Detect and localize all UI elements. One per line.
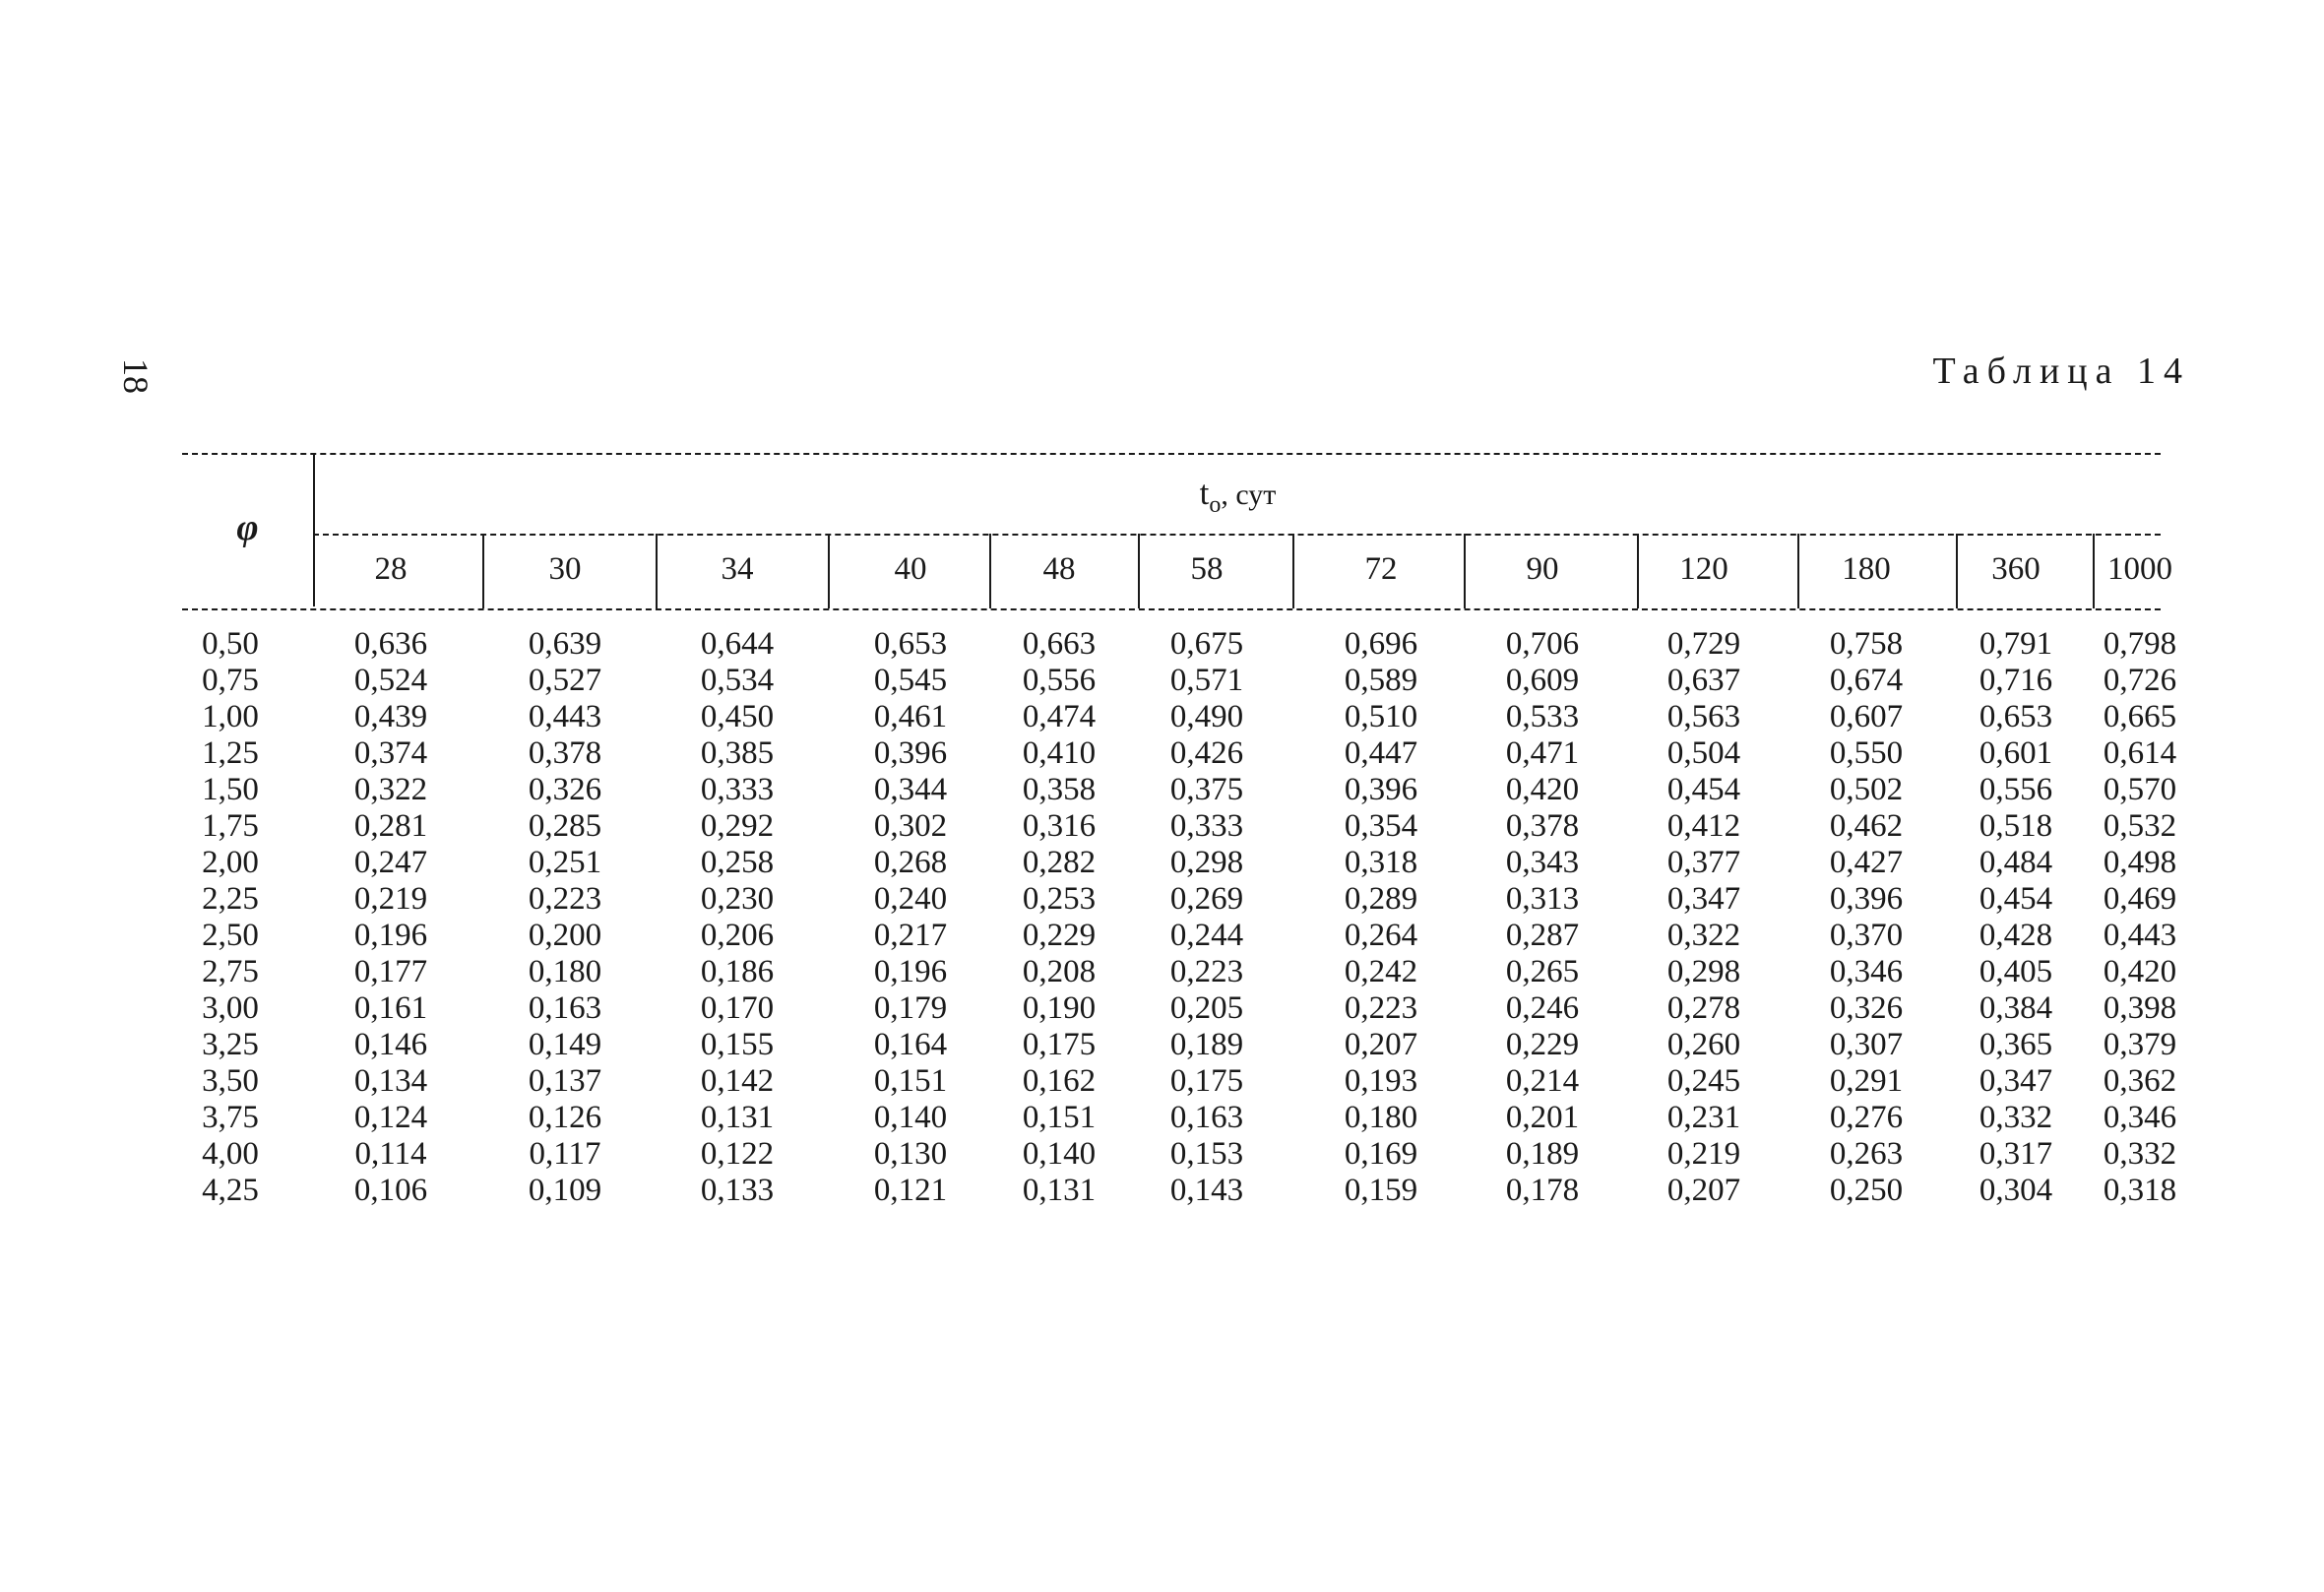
table-cell: 0,439 [353, 699, 428, 734]
table-cell: 0,170 [700, 990, 775, 1026]
table-cell: 0,405 [1979, 954, 2053, 989]
table-cell: 0,318 [1344, 845, 1418, 880]
table-cell: 0,410 [1022, 735, 1097, 771]
table-cell: 0,149 [528, 1027, 602, 1062]
table-cell: 0,178 [1505, 1173, 1580, 1208]
column-divider [482, 534, 484, 608]
table-cell: 0,130 [873, 1136, 948, 1172]
table-cell: 0,358 [1022, 772, 1097, 807]
table-cell: 0,179 [873, 990, 948, 1026]
table-cell: 0,246 [1505, 990, 1580, 1026]
table-cell: 0,205 [1169, 990, 1244, 1026]
table-cell: 0,332 [1979, 1100, 2053, 1135]
row-phi-value: 2,75 [202, 954, 259, 989]
table-cell: 0,798 [2103, 626, 2177, 662]
table-cell: 0,454 [1666, 772, 1741, 807]
table-cell: 0,322 [353, 772, 428, 807]
row-phi-value: 1,75 [202, 808, 259, 844]
table-cell: 0,131 [1022, 1173, 1097, 1208]
table-cell: 0,189 [1505, 1136, 1580, 1172]
table-cell: 0,189 [1169, 1027, 1244, 1062]
table-cell: 0,706 [1505, 626, 1580, 662]
table-cell: 0,289 [1344, 881, 1418, 917]
table-cell: 0,258 [700, 845, 775, 880]
table-cell: 0,190 [1022, 990, 1097, 1026]
table-cell: 0,365 [1979, 1027, 2053, 1062]
column-header: 1000 [2107, 551, 2172, 587]
group-header-unit: , сут [1221, 478, 1277, 511]
table-cell: 0,250 [1829, 1173, 1904, 1208]
table-caption: Таблица 14 [1932, 350, 2190, 392]
table-cell: 0,180 [1344, 1100, 1418, 1135]
table-cell: 0,114 [354, 1136, 427, 1172]
table-cell: 0,556 [1022, 663, 1097, 698]
table-cell: 0,665 [2103, 699, 2177, 734]
table-cell: 0,396 [1829, 881, 1904, 917]
table-cell: 0,653 [1979, 699, 2053, 734]
table-cell: 0,163 [528, 990, 602, 1026]
column-header: 40 [894, 551, 927, 587]
page-number: 18 [116, 358, 156, 394]
table-cell: 0,298 [1169, 845, 1244, 880]
table-cell: 0,175 [1169, 1063, 1244, 1099]
table-cell: 0,163 [1169, 1100, 1244, 1135]
table-cell: 0,223 [1169, 954, 1244, 989]
column-header: 120 [1679, 551, 1728, 587]
table-cell: 0,230 [700, 881, 775, 917]
table-cell: 0,200 [528, 918, 602, 953]
table-cell: 0,347 [1979, 1063, 2053, 1099]
table-cell: 0,398 [2103, 990, 2177, 1026]
column-header: 180 [1842, 551, 1891, 587]
table-cell: 0,571 [1169, 663, 1244, 698]
table-cell: 0,268 [873, 845, 948, 880]
table-cell: 0,126 [528, 1100, 602, 1135]
table-cell: 0,207 [1344, 1027, 1418, 1062]
row-phi-value: 3,25 [202, 1027, 259, 1062]
table-cell: 0,644 [700, 626, 775, 662]
table-cell: 0,639 [528, 626, 602, 662]
table-cell: 0,504 [1666, 735, 1741, 771]
table-cell: 0,263 [1829, 1136, 1904, 1172]
table-cell: 0,193 [1344, 1063, 1418, 1099]
table-cell: 0,461 [873, 699, 948, 734]
table-cell: 0,285 [528, 808, 602, 844]
table-cell: 0,276 [1829, 1100, 1904, 1135]
table-cell: 0,354 [1344, 808, 1418, 844]
table-cell: 0,378 [528, 735, 602, 771]
table-cell: 0,462 [1829, 808, 1904, 844]
row-phi-value: 1,00 [202, 699, 259, 734]
table-cell: 0,532 [2103, 808, 2177, 844]
table-cell: 0,151 [873, 1063, 948, 1099]
table-cell: 0,443 [2103, 918, 2177, 953]
table-cell: 0,140 [1022, 1136, 1097, 1172]
table-cell: 0,502 [1829, 772, 1904, 807]
table-cell: 0,304 [1979, 1173, 2053, 1208]
table-cell: 0,471 [1505, 735, 1580, 771]
table-cell: 0,143 [1169, 1173, 1244, 1208]
table-cell: 0,281 [353, 808, 428, 844]
column-header: 90 [1526, 551, 1559, 587]
table-cell: 0,282 [1022, 845, 1097, 880]
table-cell: 0,343 [1505, 845, 1580, 880]
table-cell: 0,636 [353, 626, 428, 662]
table-cell: 0,264 [1344, 918, 1418, 953]
table-cell: 0,729 [1666, 626, 1741, 662]
table-cell: 0,374 [353, 735, 428, 771]
table-cell: 0,196 [353, 918, 428, 953]
table-cell: 0,696 [1344, 626, 1418, 662]
table-cell: 0,217 [873, 918, 948, 953]
column-header: 28 [374, 551, 408, 587]
table-cell: 0,362 [2103, 1063, 2177, 1099]
table-cell: 0,122 [700, 1136, 775, 1172]
row-phi-value: 1,50 [202, 772, 259, 807]
table-cell: 0,726 [2103, 663, 2177, 698]
row-phi-value: 3,75 [202, 1100, 259, 1135]
table-cell: 0,545 [873, 663, 948, 698]
table-cell: 0,177 [353, 954, 428, 989]
table-cell: 0,370 [1829, 918, 1904, 953]
table-cell: 0,375 [1169, 772, 1244, 807]
table-cell: 0,240 [873, 881, 948, 917]
table-cell: 0,426 [1169, 735, 1244, 771]
table-cell: 0,251 [528, 845, 602, 880]
table-cell: 0,326 [528, 772, 602, 807]
table-cell: 0,428 [1979, 918, 2053, 953]
table-cell: 0,134 [353, 1063, 428, 1099]
column-header: 30 [548, 551, 582, 587]
table-cell: 0,229 [1022, 918, 1097, 953]
group-header-subscript: o [1209, 492, 1222, 518]
table-cell: 0,162 [1022, 1063, 1097, 1099]
row-phi-value: 3,00 [202, 990, 259, 1026]
table-cell: 0,385 [700, 735, 775, 771]
table-cell: 0,133 [700, 1173, 775, 1208]
table-cell: 0,614 [2103, 735, 2177, 771]
table-cell: 0,791 [1979, 626, 2053, 662]
table-cell: 0,490 [1169, 699, 1244, 734]
table-cell: 0,117 [529, 1136, 601, 1172]
row-phi-value: 4,00 [202, 1136, 259, 1172]
column-header: 34 [721, 551, 754, 587]
table-cell: 0,121 [873, 1173, 948, 1208]
table-cell: 0,534 [700, 663, 775, 698]
table-cell: 0,260 [1666, 1027, 1741, 1062]
table-cell: 0,231 [1666, 1100, 1741, 1135]
column-header: 360 [1991, 551, 2041, 587]
table-cell: 0,550 [1829, 735, 1904, 771]
table-cell: 0,201 [1505, 1100, 1580, 1135]
row-phi-value: 2,50 [202, 918, 259, 953]
row-phi-value: 1,25 [202, 735, 259, 771]
table-cell: 0,384 [1979, 990, 2053, 1026]
table-cell: 0,292 [700, 808, 775, 844]
table-cell: 0,142 [700, 1063, 775, 1099]
table-cell: 0,223 [528, 881, 602, 917]
group-header-symbol: t [1199, 474, 1210, 512]
table-cell: 0,716 [1979, 663, 2053, 698]
table-cell: 0,346 [2103, 1100, 2177, 1135]
table-cell: 0,291 [1829, 1063, 1904, 1099]
table-cell: 0,379 [2103, 1027, 2177, 1062]
row-phi-value: 3,50 [202, 1063, 259, 1099]
table-cell: 0,106 [353, 1173, 428, 1208]
table-cell: 0,377 [1666, 845, 1741, 880]
table-cell: 0,140 [873, 1100, 948, 1135]
table-cell: 0,454 [1979, 881, 2053, 917]
table-cell: 0,347 [1666, 881, 1741, 917]
table-cell: 0,675 [1169, 626, 1244, 662]
row-phi-value: 2,00 [202, 845, 259, 880]
table-cell: 0,378 [1505, 808, 1580, 844]
table-cell: 0,159 [1344, 1173, 1418, 1208]
table-cell: 0,298 [1666, 954, 1741, 989]
table-cell: 0,609 [1505, 663, 1580, 698]
table-cell: 0,245 [1666, 1063, 1741, 1099]
table-cell: 0,326 [1829, 990, 1904, 1026]
table-cell: 0,396 [1344, 772, 1418, 807]
table-cell: 0,570 [2103, 772, 2177, 807]
table-cell: 0,169 [1344, 1136, 1418, 1172]
table-cell: 0,607 [1829, 699, 1904, 734]
table-cell: 0,137 [528, 1063, 602, 1099]
table-cell: 0,186 [700, 954, 775, 989]
column-header: 48 [1042, 551, 1076, 587]
table-cell: 0,332 [2103, 1136, 2177, 1172]
table-cell: 0,253 [1022, 881, 1097, 917]
row-phi-value: 2,25 [202, 881, 259, 917]
row-phi-value: 4,25 [202, 1173, 259, 1208]
table-cell: 0,427 [1829, 845, 1904, 880]
table-cell: 0,346 [1829, 954, 1904, 989]
table-cell: 0,474 [1022, 699, 1097, 734]
table-cell: 0,219 [1666, 1136, 1741, 1172]
table-cell: 0,269 [1169, 881, 1244, 917]
table-cell: 0,447 [1344, 735, 1418, 771]
column-header: 58 [1190, 551, 1224, 587]
table-cell: 0,412 [1666, 808, 1741, 844]
table-cell: 0,469 [2103, 881, 2177, 917]
table-cell: 0,196 [873, 954, 948, 989]
table-cell: 0,146 [353, 1027, 428, 1062]
header-bottom-rule [182, 608, 2161, 610]
table-cell: 0,307 [1829, 1027, 1904, 1062]
table-cell: 0,287 [1505, 918, 1580, 953]
data-table [182, 453, 2177, 1211]
table-cell: 0,589 [1344, 663, 1418, 698]
table-cell: 0,175 [1022, 1027, 1097, 1062]
table-cell: 0,333 [1169, 808, 1244, 844]
column-divider [656, 534, 658, 608]
table-cell: 0,674 [1829, 663, 1904, 698]
table-cell: 0,758 [1829, 626, 1904, 662]
column-header: 72 [1364, 551, 1398, 587]
table-cell: 0,161 [353, 990, 428, 1026]
table-cell: 0,533 [1505, 699, 1580, 734]
table-cell: 0,180 [528, 954, 602, 989]
table-cell: 0,663 [1022, 626, 1097, 662]
table-cell: 0,244 [1169, 918, 1244, 953]
table-cell: 0,131 [700, 1100, 775, 1135]
row-phi-value: 0,75 [202, 663, 259, 698]
table-cell: 0,518 [1979, 808, 2053, 844]
table-cell: 0,443 [528, 699, 602, 734]
table-cell: 0,510 [1344, 699, 1418, 734]
table-cell: 0,265 [1505, 954, 1580, 989]
table-cell: 0,109 [528, 1173, 602, 1208]
group-header-rule [313, 534, 2161, 536]
table-cell: 0,206 [700, 918, 775, 953]
table-cell: 0,155 [700, 1027, 775, 1062]
table-cell: 0,556 [1979, 772, 2053, 807]
table-cell: 0,164 [873, 1027, 948, 1062]
table-cell: 0,318 [2103, 1173, 2177, 1208]
table-cell: 0,229 [1505, 1027, 1580, 1062]
table-cell: 0,322 [1666, 918, 1741, 953]
table-cell: 0,653 [873, 626, 948, 662]
row-header-phi: φ [236, 507, 259, 548]
table-cell: 0,484 [1979, 845, 2053, 880]
table-cell: 0,317 [1979, 1136, 2053, 1172]
table-cell: 0,207 [1666, 1173, 1741, 1208]
table-cell: 0,313 [1505, 881, 1580, 917]
column-divider [1292, 534, 1294, 608]
table-cell: 0,420 [1505, 772, 1580, 807]
table-cell: 0,563 [1666, 699, 1741, 734]
table-cell: 0,316 [1022, 808, 1097, 844]
table-cell: 0,151 [1022, 1100, 1097, 1135]
table-cell: 0,278 [1666, 990, 1741, 1026]
table-cell: 0,498 [2103, 845, 2177, 880]
table-cell: 0,333 [700, 772, 775, 807]
table-cell: 0,396 [873, 735, 948, 771]
table-cell: 0,223 [1344, 990, 1418, 1026]
table-cell: 0,208 [1022, 954, 1097, 989]
table-cell: 0,219 [353, 881, 428, 917]
table-cell: 0,527 [528, 663, 602, 698]
table-cell: 0,153 [1169, 1136, 1244, 1172]
table-cell: 0,242 [1344, 954, 1418, 989]
table-cell: 0,637 [1666, 663, 1741, 698]
column-divider [828, 534, 830, 608]
row-phi-value: 0,50 [202, 626, 259, 662]
table-cell: 0,124 [353, 1100, 428, 1135]
table-cell: 0,601 [1979, 735, 2053, 771]
table-cell: 0,524 [353, 663, 428, 698]
table-cell: 0,302 [873, 808, 948, 844]
table-top-rule [182, 453, 2161, 455]
table-cell: 0,420 [2103, 954, 2177, 989]
table-cell: 0,344 [873, 772, 948, 807]
table-cell: 0,247 [353, 845, 428, 880]
table-cell: 0,214 [1505, 1063, 1580, 1099]
table-cell: 0,450 [700, 699, 775, 734]
group-header-t0 [315, 475, 2161, 524]
